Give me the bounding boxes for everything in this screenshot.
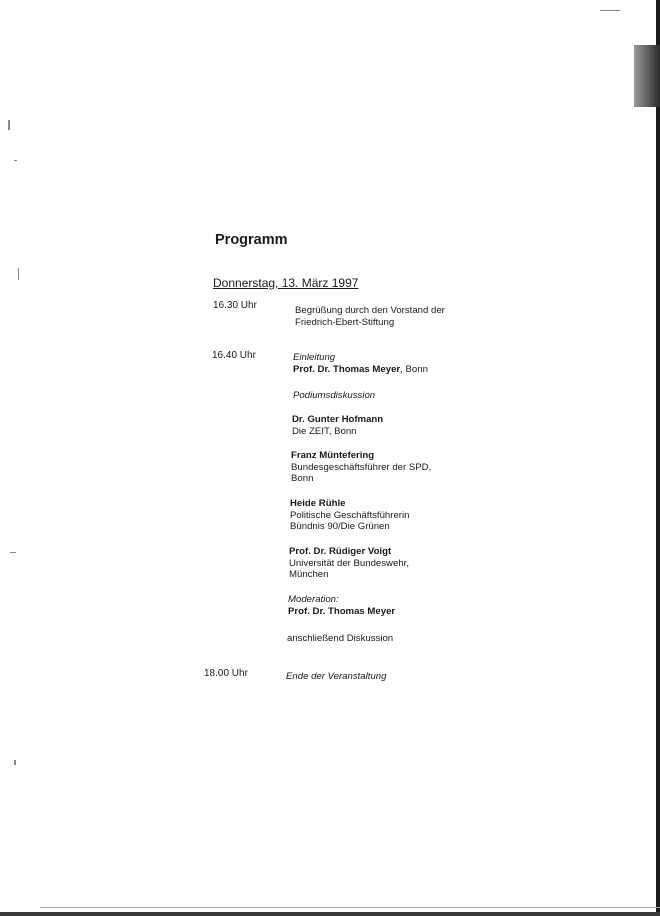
- time-slot-2: 16.40 Uhr: [212, 350, 256, 361]
- scan-edge-bottom: [0, 912, 660, 916]
- panelist-affiliation: Bonn: [291, 473, 314, 485]
- scan-speck: [14, 160, 17, 161]
- scan-speck: [18, 268, 19, 280]
- panelist-4: [289, 546, 489, 581]
- panelist-1: [292, 414, 492, 437]
- scan-speck: [14, 760, 16, 765]
- intro-speaker: [293, 364, 493, 376]
- greeting-line: Friedrich-Ebert-Stiftung: [295, 316, 395, 328]
- panelist-affiliation: München: [289, 569, 329, 581]
- scan-speck: [8, 120, 10, 130]
- greeting-line: Begrüßung durch den Vorstand der: [295, 305, 445, 316]
- panelist-name: Heide Rühle: [290, 498, 346, 509]
- panelist-affiliation: Bündnis 90/Die Grünen: [290, 521, 390, 533]
- panelist-affiliation: Politische Geschäftsführerin: [290, 509, 410, 521]
- panelist-name: Dr. Gunter Hofmann: [292, 414, 384, 425]
- moderation-entry: [288, 594, 488, 617]
- scan-speck: [600, 10, 620, 11]
- scan-shadow-block: [634, 45, 660, 107]
- moderation-label: Moderation:: [288, 594, 339, 605]
- date-heading: Donnerstag, 13. März 1997: [213, 276, 359, 290]
- panelist-name: Franz Müntefering: [291, 450, 375, 461]
- panelist-affiliation: Bundesgeschäftsführer der SPD,: [291, 461, 432, 473]
- time-slot-3: 18.00 Uhr: [204, 668, 248, 679]
- intro-entry: [293, 352, 493, 375]
- panelist-2: [291, 450, 491, 485]
- greeting-entry: [295, 305, 495, 328]
- panel-label: Podiumsdiskussion: [293, 390, 376, 401]
- panelist-affiliation: Universität der Bundeswehr,: [289, 557, 409, 569]
- time-slot-1: 16.30 Uhr: [213, 300, 257, 311]
- intro-speaker-name: Prof. Dr. Thomas Meyer: [293, 363, 401, 375]
- panelist-name: Prof. Dr. Rüdiger Voigt: [289, 546, 392, 557]
- scan-edge-right: [656, 0, 660, 916]
- page-title: Programm: [215, 232, 288, 248]
- intro-speaker-place: , Bonn: [400, 363, 428, 375]
- followup-text: anschließend Diskussion: [287, 633, 394, 644]
- scan-line-bottom: [40, 907, 660, 908]
- scan-speck: [10, 552, 16, 553]
- panelist-3: [290, 498, 490, 533]
- intro-label: Einleitung: [293, 352, 336, 363]
- end-label: Ende der Veranstaltung: [286, 671, 387, 682]
- panelist-affiliation: Die ZEIT, Bonn: [292, 425, 357, 437]
- moderator-name: Prof. Dr. Thomas Meyer: [288, 605, 396, 617]
